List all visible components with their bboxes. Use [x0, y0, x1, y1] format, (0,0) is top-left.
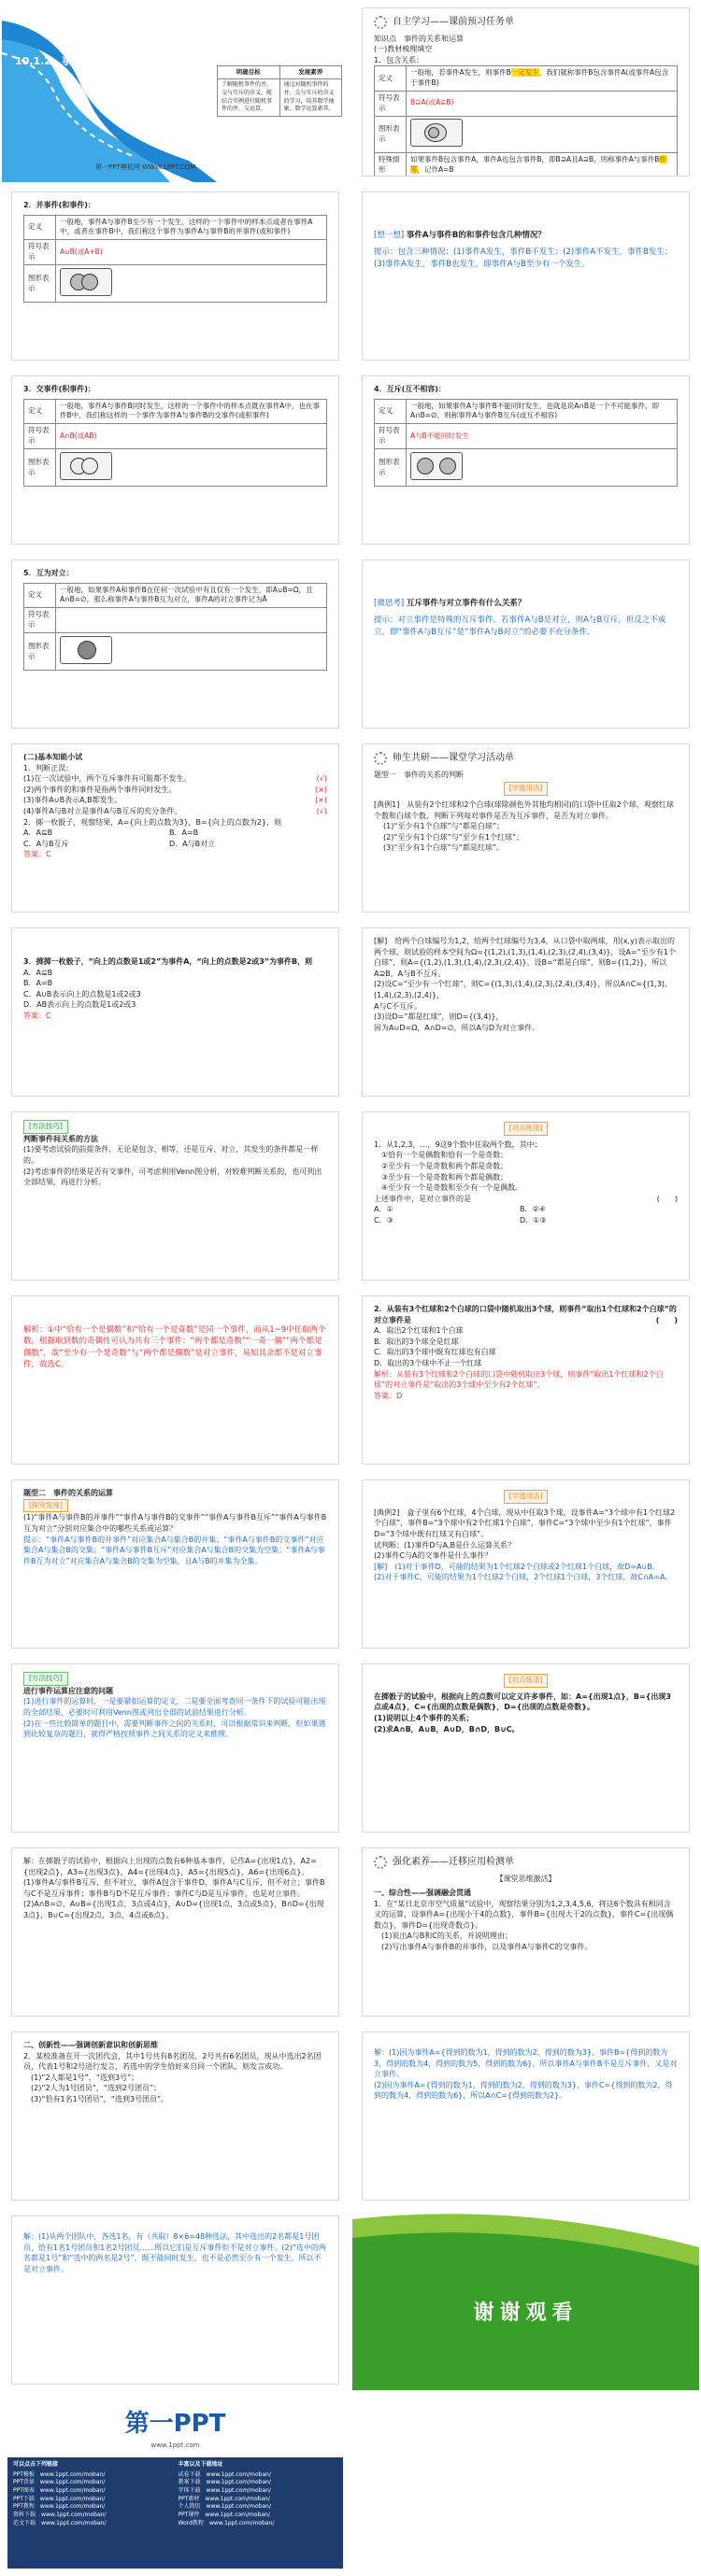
slide-solution3[interactable]	[350, 2024, 701, 2208]
fig-cell	[56, 265, 327, 303]
slide-frame	[11, 559, 339, 729]
slide-practice3[interactable]	[350, 1656, 701, 1840]
example-line: [典例2] 盒子里有6个红球，4个白球，现从中任取3个球，设事件A=“3个球中有1个红球2个白球”，事件B=“3个球中有2个红球1个白球”，事件C=“3个球中至少有1个红球”，事件D=“3个球中既有红球又有白球”。	[374, 1507, 676, 1539]
item: (2)写出事件A与事件B的并事件，以及事件A与事件C的交事件。	[381, 1943, 593, 1952]
slide-method2[interactable]	[0, 1656, 350, 1840]
row-label: 图形表示	[375, 116, 407, 152]
header-text: 强化素养——迁移应用检测单	[393, 1857, 514, 1867]
def-text: 一般地，如果事件A与事件B不能同时发生，也就是说A∩B是一个不可能事件，即A∩B=∅，则称事件A与事件B互斥(或互不相容)	[407, 399, 678, 424]
slide-think[interactable]	[350, 184, 701, 368]
slide-thanks[interactable]	[350, 2208, 701, 2392]
header-text: 师生共研——课堂学习活动单	[393, 753, 514, 763]
judge-item: (2)两个事件的和事件是指两个事件同时发生。 (×)	[23, 785, 327, 794]
slide-frame	[362, 559, 690, 729]
slide-frame	[362, 743, 690, 913]
link-row[interactable]: PPT模板 www.1ppt.com/moban/	[13, 2470, 106, 2478]
judge-item: (4)事件A与B对立是事件A与B互斥的充分条件。 (√)	[23, 806, 327, 815]
question-text: 2．某校准备在开一次团代会，其中1号共有8名团员，2号共有6名团员，现从中选出2名团员，代表1号和2号进行发言，若选中的学生恰好来自同一个团队，则发言成功。	[23, 2051, 322, 2072]
item: ②至少有一个是奇数和两个都是奇数；	[381, 1162, 508, 1171]
example-line: (2)对于事件C，可能的结果为1个红球2个白球，2个红球1个白球，3个红球，故C∩A=A。	[374, 1573, 673, 1582]
venn-diagram	[410, 452, 463, 480]
option: D．AB表示向上的点数是1或2或3	[23, 1000, 136, 1010]
slide-union[interactable]	[0, 184, 350, 368]
right-column	[179, 2461, 338, 2565]
link-row[interactable]: PPT教程 www.1ppt.com/moban/	[13, 2503, 106, 2511]
slide-cover[interactable]	[0, 0, 350, 184]
slide-title: 5．互为对立：	[23, 569, 74, 577]
tag: [对点练清]	[374, 1674, 678, 1688]
slide-solution1[interactable]	[350, 920, 701, 1104]
slide-coresearch[interactable]	[350, 736, 701, 920]
solution-line: (1)事件A与事件B互斥，但不对立，事件A包含于事件D，事件A与C互斥，但不对立；事件B与C不是互斥事件；事件B与D不是互斥事件；事件C与D是互斥事件，也是对立事件。	[23, 1878, 325, 1898]
tag: [对点练清]	[374, 1122, 678, 1136]
practice-line: (2)求A∩B，A∪B，A∪D，B∩D，B∪C。	[374, 1724, 520, 1734]
cover-goal-table	[217, 65, 342, 117]
example-line: 试判断：(1)事件D与A,B是什么运算关系？	[374, 1540, 515, 1550]
answer: 答案：C	[23, 1011, 51, 1020]
prompt: 上述事件中，是对立事件的是 ( )	[374, 1194, 678, 1203]
slide-frame	[11, 743, 339, 913]
answer: 答案：C	[23, 850, 51, 859]
item-title: 1．包含关系：	[374, 55, 424, 64]
item: (1)“2人都是1号”，“选到3号”；	[31, 2073, 139, 2082]
link-row[interactable]: PPT图表 www.1ppt.com/moban/	[13, 2487, 106, 2495]
slide-frame	[362, 2031, 690, 2201]
flower-icon	[374, 16, 387, 29]
slide-frame	[11, 375, 339, 545]
subheading: (一)教材梳理填空	[374, 45, 433, 54]
venn-diagram	[60, 452, 112, 480]
slide-title: 4．互斥(互不相容)：	[374, 385, 446, 393]
item: (2)“2人为1号团员”，“选到2号团员”；	[31, 2084, 162, 2093]
tag: [方法技巧]	[23, 1672, 327, 1686]
link-row[interactable]: 范文下载 www.1ppt.com/moban/	[13, 2519, 107, 2526]
fig-label: 图形表示	[24, 449, 56, 487]
slide-exclusive[interactable]	[350, 368, 701, 552]
slide-title: 3．交事件(积事件)：	[23, 385, 95, 393]
options: A．A⊆B B．A=B C．A与B互斥 D．A与B对立	[23, 828, 216, 848]
flower-icon	[374, 752, 387, 765]
question: 1．从1,2,3，…，9这9个数中任取两个数，其中：	[374, 1139, 542, 1149]
analysis-text: 解析：①中“恰有一个是偶数”和“恰有一个是奇数”是同一个事件，而从1~9中任取两个数，根据取到数的奇偶性可认为共有三个事件：“两个都是奇数”“一奇一偶”“两个都是偶数”，故“至少有一个是奇数”与“两个都是偶数”是对立事件，易知其余都不是对立事件，故选C。	[23, 1325, 326, 1369]
solution-line: (2)因为事件A={得到的数为1，得到的数为2，得到的数为3}，事件C={得到的数为2，得到的数为4，得到的数为6}，所以A∩C={得到的数为2}。	[374, 2080, 673, 2101]
example-line: [解] (1)对于事件D，可能的结果为1个红球2个白球或2个红球1个白球，故D=A∪B。	[374, 1562, 660, 1571]
slide-type2[interactable]	[0, 1472, 350, 1656]
fig-cell	[407, 449, 678, 487]
analysis: 解析：从装有3个红球和2个白球的口袋中随机取出3个球，则事件“取出1个红球和2个白球”的对立事件是“取出的3个球中至少有2个红球”。	[374, 1369, 664, 1390]
solution-line: 解：(1)因为事件A={得到的数为1，得到的数为2，得到的数为3}，事件B={得到的数为3，得到的数为4，得到的数为5，得到的数为6}，所以事件A与事件B不是互斥事件，又是对立事件。	[374, 2048, 678, 2079]
goal-cell: 了解随机事件的并、交与互斥的含义，能结合实例进行随机事件的并、交运算。	[218, 79, 280, 117]
question: 2．从装有3个红球和2个白球的口袋中随机取出3个球，则事件“取出1个红球和2个白球”的对立事件是 ( )	[374, 1305, 678, 1324]
slide-frame	[11, 191, 339, 361]
fig-cell	[56, 449, 327, 487]
venn-diagram	[410, 119, 463, 147]
def-label: 定义	[24, 583, 56, 608]
slide-example2[interactable]	[350, 1472, 701, 1656]
link-row[interactable]: PPT下载 www.1ppt.com/moban/	[13, 2495, 106, 2502]
explore-hint: 提示：“事件A与事件B的并事件”对应集合A与集合B的并集；“事件A与事件B的交事件”对应集合A与集合B的交集；“事件A与事件B互斥”对应集合A与集合B的交集为空集；“事件A与事件B互为对立”对应集合A与集合B的交集为空集，且A与B的并集为全集。	[23, 1535, 325, 1565]
slide-frame	[362, 1847, 690, 2017]
right-title: 丰富以及下载地址	[178, 2461, 223, 2468]
cover-footer: 第一PPT模板网-WWW.1PPT.COM	[95, 163, 196, 171]
solution-line: (3)设D=“都是红球”，则D={(3,4)}，	[374, 1012, 504, 1022]
row-special: 如果事件B包含事件A，事件A也包含事件B，即B⊇A且A⊇B，则称事件A与事件B相等，记作A=B	[407, 152, 678, 177]
def-label: 定义	[375, 399, 407, 424]
def-text: 一般地，如果事件A和事件B在任何一次试验中有且仅有一个发生，即A∪B=Ω，且A∩B=∅，那么称事件A与事件B互为对立，事件A的对立事件记为Ā	[56, 583, 327, 608]
venn-diagram	[60, 636, 112, 664]
option: B．A=B	[23, 979, 53, 988]
question: [微思考] 互斥事件与对立事件有什么关系？	[374, 599, 526, 608]
slide-title: 2．并事件(和事件)：	[23, 201, 95, 209]
inclusion-table	[374, 65, 678, 177]
row-label: 定义	[375, 66, 407, 92]
sym-text: A∩B(或AB)	[56, 424, 327, 449]
question-text: 1．在“某日北京市空气质量”试验中，观察结果分别为1,2,3,4,5,6，将这6个数具有相同含义的运算，设事件A={出现小于4的点数}，事件B={出现大于2的点数}，事件C={出现偶数点}，事件D={出现奇数点}。	[374, 1899, 674, 1930]
example-line: (2)事件C与A的交事件是什么事件？	[374, 1551, 493, 1561]
link-row[interactable]: PPT素材 www.1ppt.com/moban/	[178, 2495, 270, 2502]
q1: 1．判断正误：	[23, 763, 74, 772]
union-table	[23, 215, 327, 304]
judge-item: (1)在一次试验中，两个互斥事件有可能都不发生。 (√)	[23, 774, 327, 784]
item: (3)“恰有1名1号团员”，“选到3号团员”。	[31, 2094, 169, 2103]
slide-frame	[362, 191, 690, 361]
thanks-text: 谢谢观看	[473, 2301, 579, 2325]
exclusive-table	[374, 399, 678, 488]
tag: [学透用活]	[374, 1490, 678, 1504]
sym-text	[56, 608, 327, 633]
option: A．取出2个红球和1个白球	[374, 1326, 464, 1336]
solution-line: A与C不互斥。	[374, 1001, 422, 1011]
options: A．① B．②④ C．③ D．①③	[374, 1205, 547, 1225]
tag: [探究发现]	[23, 1499, 327, 1513]
row-symbol: B⊇A(或A⊆B)	[407, 92, 678, 117]
ppt-url: www.1ppt.com	[150, 2442, 200, 2449]
method-line: (2)在一些比较简单的题目中，需要判断事件之间的关系时，可以根据常识来判断，但如果遇到比较复杂的题目，就得严格按照事件之间关系的定义来推理。	[23, 1719, 326, 1739]
slide-innovation[interactable]	[0, 2024, 350, 2208]
section-header	[374, 1856, 678, 1870]
fig-label: 图形表示	[24, 633, 56, 671]
left-column	[13, 2461, 173, 2565]
slide-frame	[362, 7, 690, 177]
practice-line: (1)说明以上4个事件的关系；	[374, 1714, 474, 1723]
item: ①恰有一个是偶数和恰有一个是奇数；	[381, 1151, 508, 1160]
sym-label: 符号表示	[24, 240, 56, 265]
option: B．取出的3个球全是红球	[374, 1337, 459, 1346]
slide-frame	[362, 1663, 690, 1833]
subheading: 一、综合性——强调融会贯通	[374, 1889, 471, 1898]
link-row[interactable]: 教案下载 www.1ppt.com/moban/	[178, 2479, 271, 2486]
fig-label: 图形表示	[24, 265, 56, 303]
tag: [学透用活]	[374, 782, 678, 796]
judge-item: (3)事件A∪B表示A,B都发生。 (×)	[23, 796, 327, 805]
flower-icon	[374, 1856, 387, 1869]
link-row[interactable]: 资料下载 www.1ppt.com/moban/	[13, 2512, 107, 2519]
slide-intersection[interactable]	[0, 368, 350, 552]
slide-reinforce[interactable]	[350, 1840, 701, 2024]
row-figure	[407, 116, 678, 152]
slide-method1[interactable]	[0, 1104, 350, 1288]
sym-text: A∪B(或A+B)	[56, 240, 327, 265]
solution-line: (2)设C=“至少有一个红球”，则C={(1,3),(1,4),(2,3),(2,4),(3,4)}，所以A∩C={(1,3),(1,4),(2,3),(2,4)}，	[374, 980, 667, 999]
slide-frame	[362, 1111, 690, 1281]
literacy-cell: 通过对随机事件的并、交与互斥的含义的学习，培养数学抽象、数学运算素养。	[279, 79, 342, 117]
intersection-table	[23, 399, 327, 488]
subheading: 二、创新性——强调创新意识和创新思维	[23, 2041, 158, 2049]
solution-line: [解] 给两个白球编号为1,2，给两个红球编号为3,4，从口袋中取两球，用(x,y)表示取出的两个球，则试验的样本空间为Ω={(1,2),(1,3),(1,4),(2,3),(2,4),(3,4)}，设A=“至少有1个白球”，则A={(1,2),(1,3),(1,4),(2,3),(2,4)}。设B=“都是白球”，则B={(1,2)}，所以A⊇B，A与B不互斥。	[374, 937, 676, 978]
method-title: 进行事件运算应注意的问题	[23, 1686, 113, 1695]
solution-line: 因为A∪D=Ω，A∩D=∅，所以A与D为对立事件。	[374, 1023, 540, 1032]
answer: 答案：D	[374, 1391, 403, 1400]
slide-ppt-ad[interactable]	[0, 2392, 350, 2576]
item: (3)“至少有1个白球”与“都是红球”。	[383, 843, 504, 853]
method-title: 判断事件间关系的方法	[23, 1134, 98, 1143]
row-label: 特殊情形	[375, 152, 407, 177]
header-text: 自主学习——课前预习任务单	[393, 17, 514, 27]
link-row[interactable]: Word教程 www.1ppt.com/moban/	[178, 2519, 275, 2526]
literacy-header: 发展素养	[279, 66, 342, 79]
row-def: 一般地，若事件A发生，则事件B一定发生，我们就称事件B包含事件A(或事件A包含于事件B)	[407, 66, 678, 92]
slide-frame	[11, 1663, 339, 1833]
fig-cell	[56, 633, 327, 671]
def-text: 一般地，事件A与事件B至少有一个发生，这样的一个事件中的样本点或者在事件A中，或者在事件B中，我们称这个事件为事件A与事件B的并事件(或和事件)	[56, 215, 327, 240]
solution-text: 解：(1)从两个团队中，各选1名，有（共取）8×6=48种选法，其中选出的2名都是1号团员，恰有1名1号团员和1名2号团员……所以它们是互斥事件但不是对立事件。(2)“选中的两名都是1号”和“选中的两名是2号”，既不能同时发生，也不是必然至少有一个发生，所以不是对立事件。	[23, 2232, 326, 2273]
slide-frame	[11, 927, 339, 1097]
section-header	[374, 16, 678, 30]
section-header	[374, 752, 678, 766]
slide-practice2[interactable]	[350, 1288, 701, 1472]
knowledge-point: 知识点 事件的关系和运算	[374, 34, 464, 43]
slide-frame	[11, 1111, 339, 1281]
slide-frame	[11, 2031, 339, 2201]
option: D．取出的3个球中不止一个红球	[374, 1358, 482, 1367]
method-line: (1)进行事件的运算时，一是要紧扣运算的定义，二是要全面考查同一条件下的试验可能出现的全部结果，必要时可利用Venn图或列出全部的试验结果进行分析。	[23, 1697, 326, 1718]
sym-label: 符号表示	[375, 424, 407, 449]
q2: 2．掷一枚骰子，观察结果，A={向上的点数为3}，B={向上的点数为2}，则	[23, 817, 281, 827]
fig-label: 图形表示	[375, 449, 407, 487]
slide-opposite[interactable]	[0, 552, 350, 736]
option: C．A∪B表示向上的点数是1或2或3	[23, 989, 141, 998]
slide-title: (二)基本知能小试	[23, 753, 83, 761]
cover-title: 10.1.2 事件的关系和运算	[15, 55, 144, 67]
slide-frame	[11, 2215, 339, 2385]
link-row[interactable]: PPT背景 www.1ppt.com/moban/	[13, 2479, 106, 2486]
method-line: (1)要考虑试验的前提条件，无论是包含、相等，还是互斥、对立，其发生的条件都是一样的。	[23, 1145, 319, 1166]
def-text: 一般地，事件A与事件B同时发生，这样的一个事件中的样本点既在事件A中，也在事件B中，我们称这样的一个事件为事件A与事件B的交事件(或积事件)	[56, 399, 327, 424]
question: [想一想] 事件A与事件B的和事件包含几种情况？	[374, 231, 546, 240]
def-label: 定义	[24, 215, 56, 240]
sym-text: A与B不能同时发生	[407, 424, 678, 449]
venn-diagram	[60, 268, 112, 296]
slide-frame	[362, 1295, 690, 1465]
subheading: 题型一 事件的关系的判断	[374, 770, 464, 779]
link-row[interactable]: 试卷下载 www.1ppt.com/moban/	[178, 2470, 271, 2478]
slide-frame	[362, 1479, 690, 1649]
solution-line: 解：在掷骰子的试验中，根据向上出现的点数有6种基本事件，记作A={出现1点}，A2={出现2点}，A3={出现3点}，A4={出现4点}，A5={出现5点}，A6={出现6点}。	[23, 1857, 317, 1876]
hint: 提示：对立事件是特殊的互斥事件，若事件A与B是对立，则A与B互斥，但反之不成立，即“事件A与B互斥”是“事件A与B对立”的必要不充分条件。	[374, 616, 666, 637]
link-row[interactable]: 字体下载 www.1ppt.com/moban/	[178, 2487, 271, 2495]
type-title: 题型二 事件的关系的运算	[23, 1489, 113, 1497]
slide-practice1[interactable]	[350, 1104, 701, 1288]
goal-header: 明确目标	[218, 66, 280, 79]
slide-dice[interactable]	[0, 920, 350, 1104]
slide-solution2[interactable]	[0, 1840, 350, 2024]
slide-solution4[interactable]	[0, 2208, 350, 2392]
question: 3．掷掷一枚骰子，“向上的点数是1或2”为事件A，“向上的点数是2或3”为事件B，则	[23, 957, 313, 966]
slide-quick-test[interactable]	[0, 736, 350, 920]
practice-line: 在掷骰子的试验中，根据向上的点数可以定义许多事件，如：A={出现1点}，B={出现3点或4点}，C={出现的点数是偶数}，D={出现的点数是奇数}。	[374, 1691, 671, 1712]
item: ③至少有一个是奇数和两个都是偶数；	[381, 1172, 508, 1182]
option: A．A⊆B	[23, 968, 53, 977]
link-row[interactable]: PPT课件 www.1ppt.com/moban/	[178, 2512, 270, 2519]
slide-inclusion[interactable]	[350, 0, 701, 184]
slide-frame	[11, 1479, 339, 1649]
slide-micro-think[interactable]	[350, 552, 701, 736]
hint: 提示：包含三种情况：(1)事件A发生，事件B不发生；(2)事件A不发生，事件B发生；(3)事件A发生，事件B也发生，即事件A与B至少有一个发生。	[374, 248, 673, 269]
sym-label: 符号表示	[24, 424, 56, 449]
def-label: 定义	[24, 399, 56, 424]
opposite-table	[23, 583, 327, 672]
item: (1)“至少有1个白球”与“都是白球”；	[383, 822, 504, 831]
ppt-logo: 第一PPT	[124, 2410, 226, 2438]
slide-frame	[362, 927, 690, 1097]
item: (2)“至少有1个白球”与“至少有1个红球”；	[383, 832, 524, 842]
item: ④至少有一个是奇数和至少有一个是偶数。	[381, 1183, 523, 1193]
explore-line: (1)“事件A与事件B的并事件”“事件A与事件B的交事件”“事件A与事件B互斥”“事件A与事件B互为对立”分别对应集合中的哪些关系或运算？	[23, 1513, 327, 1534]
item: (1)说出A与B和C的关系，并说明理由；	[381, 1932, 512, 1941]
example: [典例1] 从装有2个红球和2个白球(球除颜色外其他均相同)的口袋中任取2个球，观察红球个数和白球个数，判断下列每对事件是否为互斥事件，是否为对立事件。	[374, 800, 674, 820]
method-line: (2)考虑事件的结果是否有交事件，可考虑利用Venn图分析，对较难判断关系的，也可列出全部结果，再进行分析。	[23, 1167, 322, 1187]
slide-frame	[11, 1295, 339, 1465]
option: C．取出的3个球中既有红球也有白球	[374, 1348, 496, 1357]
slide-frame	[362, 375, 690, 545]
row-label: 符号表示	[375, 92, 407, 117]
solution-line: (2)A∩B=∅，A∪B={出现1点，3点或4点}，A∪D={出现1点，3点或5点}，B∩D={出现3点}，B∪C={出现2点，3点，4点或6点}。	[23, 1900, 324, 1919]
ppt-link-panel	[7, 2457, 343, 2569]
sym-label: 符号表示	[24, 608, 56, 633]
tag: 【课堂思维激活】	[495, 1874, 556, 1883]
slide-frame	[11, 1847, 339, 2017]
slide-analysis1[interactable]	[0, 1288, 350, 1472]
left-title: 可以点击下列链接	[13, 2461, 59, 2468]
link-row[interactable]: 个人简历 www.1ppt.com/moban/	[178, 2503, 271, 2511]
tag: [方法技巧]	[23, 1120, 327, 1134]
